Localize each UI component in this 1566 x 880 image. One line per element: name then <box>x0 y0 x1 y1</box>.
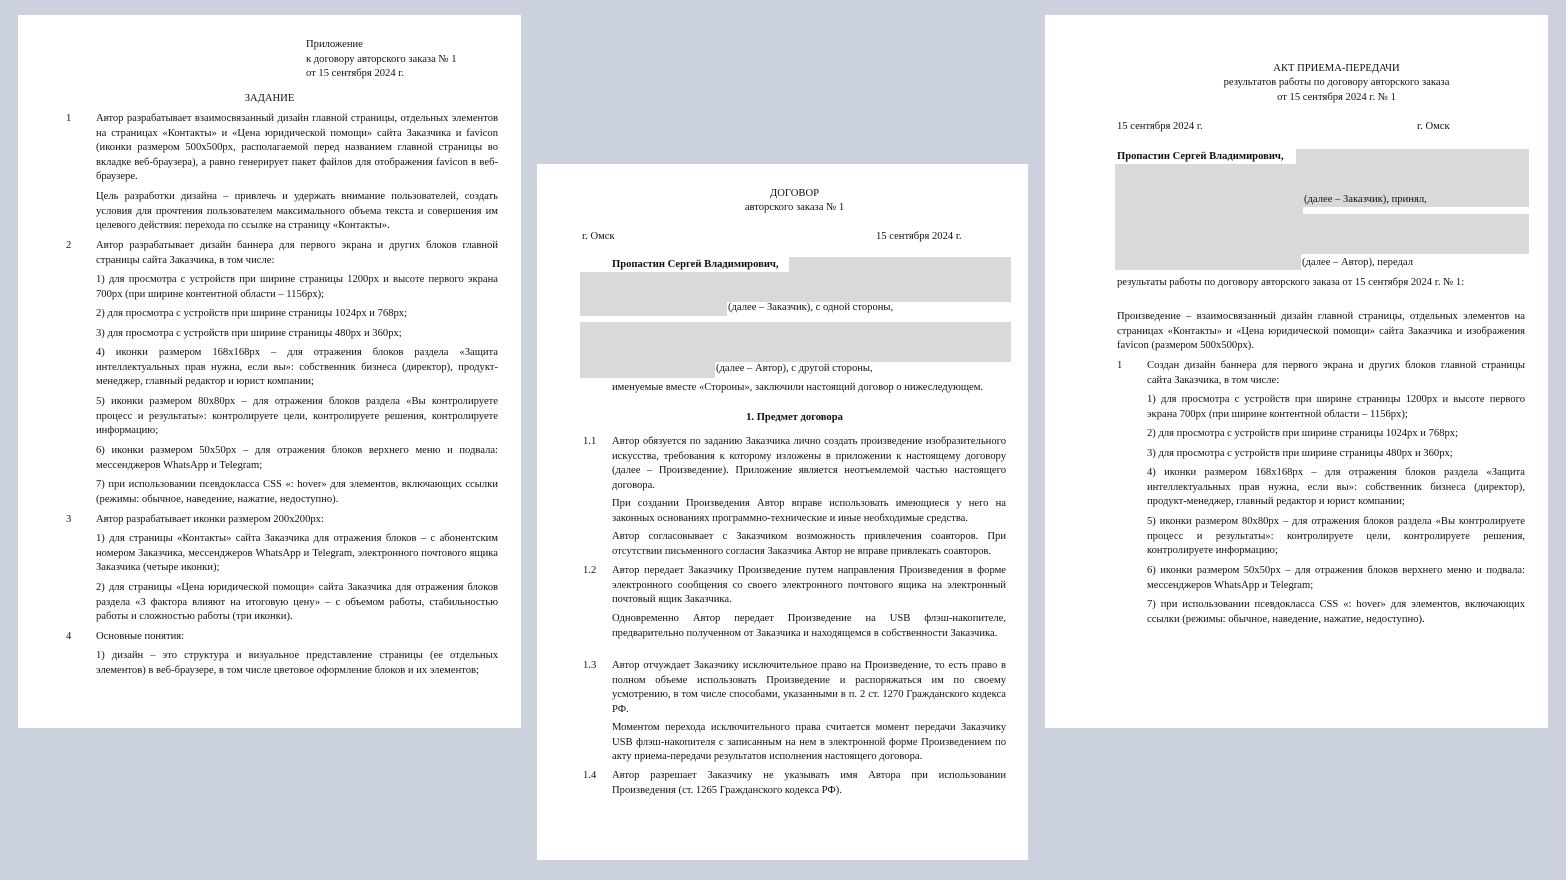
clause-text: Автор разрешает Заказчику не указывать имя Автора при использовании Произведения (ст. 1265 Гражданского кодекса РФ). <box>612 770 1006 796</box>
clause-text: Автор разрабатывает иконки размером 200x200px: <box>96 514 324 525</box>
contract-subtitle: авторского заказа № 1 <box>744 202 845 213</box>
party1-role: (далее – Заказчик), с одной стороны, <box>728 302 894 313</box>
list-item: 3) для просмотра с устройств при ширине страницы 480px и 360px; <box>96 328 402 339</box>
clause-text: Автор разрабатывает дизайн баннера для первого экрана и других блоков главной страницы сайта Заказчика, в том числе: <box>96 240 498 266</box>
party1-role: (далее – Заказчик), принял, <box>1304 194 1427 205</box>
clause-text: Автор обязуется по заданию Заказчика лично создать произведение изобразительного искусства, требования к которому изложены в приложении к настоящему договору (далее – Произведение). Приложение является неотъемлемой частью настоящего договора. <box>612 436 1006 491</box>
list-item: 3) для просмотра с устройств при ширине страницы 480px и 360px; <box>1147 448 1453 459</box>
appendix-header-line-2: к договору авторского заказа № 1 <box>306 54 457 65</box>
document-page-act <box>1045 15 1548 728</box>
act-subtitle-line-2: от 15 сентября 2024 г. № 1 <box>1277 92 1396 103</box>
contract-date: 15 сентября 2024 г. <box>876 231 962 242</box>
act-intro: Произведение – взаимосвязанный дизайн главной страницы, отдельных элементов на страницах «Контакты» и «Цена юридической помощи» сайта Заказчика и изображения favicon (размером 500x500px). <box>1117 311 1525 352</box>
list-item: 4) иконки размером 168x168px – для отражения блоков раздела «Защита интеллектуальных прав нужна, если вы»: собственник бизнеса (директор), продукт-менеджер, главный редактор и юрист компании; <box>96 347 498 388</box>
clause-text: Автор разрабатывает взаимосвязанный дизайн главной страницы, отдельных элементов на страницах «Контакты» и «Цена юридической помощи» сайта Заказчика и favicon (иконки размером 500x500px, располагаемой перед названием главной страницы во вкладке веб-браузера), а равно генерирует пакет файлов для отображения favicon в веб-браузере. <box>96 113 498 183</box>
clause-number: 1.4 <box>583 770 597 781</box>
appendix-title: ЗАДАНИЕ <box>244 93 295 104</box>
parties-together: именуемые вместе «Стороны», заключили настоящий договор о нижеследующем. <box>612 382 984 393</box>
redacted-block <box>580 302 727 316</box>
act-subtitle-line-1: результатов работы по договору авторского заказа <box>1223 77 1450 88</box>
clause-number: 3 <box>66 514 72 525</box>
document-page-appendix <box>18 15 521 728</box>
document-page-contract <box>537 164 1028 860</box>
party2-role: (далее – Автор), с другой стороны, <box>716 363 873 374</box>
act-date: 15 сентября 2024 г. <box>1117 121 1203 132</box>
clause-number: 2 <box>66 240 72 251</box>
clause-number: 1.1 <box>583 436 597 447</box>
clause-text: Одновременно Автор передает Произведение на USB флэш-накопителе, предварительно полученном от Заказчика и находящемся в собственности Заказчика. <box>612 613 1006 639</box>
appendix-header-line-1: Приложение <box>306 39 363 50</box>
clause-text: Создан дизайн баннера для первого экрана и других блоков главной страницы сайта Заказчика, в том числе: <box>1147 360 1525 386</box>
clause-text: Цель разработки дизайна – привлечь и удержать внимание пользователей, создать условия для прочтения пользователем максимального объема текста и совершения им целевого действия: перехода по ссылке на страницу «Контакты». <box>96 191 498 232</box>
redacted-block <box>580 272 1011 302</box>
clause-text: Основные понятия: <box>96 631 185 642</box>
list-item: 1) для просмотра с устройств при ширине страницы 1200px и высоте первого экрана 700px (при ширине контентной области – 1156px); <box>1147 394 1525 420</box>
redacted-block <box>580 322 1011 362</box>
clause-number: 1.3 <box>583 660 597 671</box>
clause-text: При создании Произведения Автор вправе использовать имеющиеся у него на законных основаниях программно-технические и иные необходимые средства. <box>612 498 1006 524</box>
list-item: 7) при использовании псевдокласса CSS «: hover» для элементов, включающих ссылки (режимы: обычное, наведение, нажатие, недоступно). <box>1147 599 1525 625</box>
contract-title: ДОГОВОР <box>770 188 819 199</box>
list-item: 1) для страницы «Контакты» сайта Заказчика для отражения блоков – с абонентским номером Заказчика, мессенджеров WhatsApp и Telegram, электронного почтового ящика Заказчика (четыре иконки); <box>96 533 498 574</box>
act-city: г. Омск <box>1417 121 1450 132</box>
list-item: 1) дизайн – это структура и визуальное представление страницы (ее отдельных элементов) в веб-браузере, в том числе цветовое оформление блоков и их элементов; <box>96 650 498 676</box>
redacted-block <box>1296 149 1529 164</box>
list-item: 6) иконки размером 50x50px – для отражения блоков верхнего меню и подвала: мессенджеров WhatsApp и Telegram; <box>96 445 498 471</box>
list-item: 2) для просмотра с устройств при ширине страницы 1024px и 768px; <box>96 308 408 319</box>
party2-role: (далее – Автор), передал <box>1302 257 1413 268</box>
redacted-block <box>1115 254 1301 270</box>
results-line: результаты работы по договору авторского заказа от 15 сентября 2024 г. № 1: <box>1117 277 1465 288</box>
list-item: 4) иконки размером 168x168px – для отражения блоков раздела «Защита интеллектуальных прав нужна, если вы»: собственник бизнеса (директор), продукт-менеджер, главный редактор и юрист компании; <box>1147 467 1525 508</box>
redacted-block <box>580 362 715 378</box>
party1-name: Пропастин Сергей Владимирович, <box>1117 151 1284 162</box>
clause-text: Автор отчуждает Заказчику исключительное право на Произведение, то есть право в полном объеме использовать Произведение и распоряжаться им по своему усмотрению, в том числе способами, указанными в п. 2 ст. 1270 Гражданского кодекса РФ. <box>612 660 1006 715</box>
list-item: 6) иконки размером 50x50px – для отражения блоков верхнего меню и подвала: мессенджеров WhatsApp и Telegram; <box>1147 565 1525 591</box>
clause-text: Автор передает Заказчику Произведение путем направления Произведения в форме электронного сообщения со своего электронного почтового ящика на электронный почтовый ящик Заказчика. <box>612 565 1006 606</box>
clause-text: Моментом перехода исключительного права считается момент передачи Заказчику USB флэш-накопителя с записанным на нем в электронной форме Произведением по акту приема-передачи результатов исполнения настоящего договора. <box>612 722 1006 763</box>
clause-text: Автор согласовывает с Заказчиком возможность привлечения соавторов. При отсутствии письменного согласия Заказчика Автор не вправе привлекать соавторов. <box>612 531 1006 557</box>
list-item: 5) иконки размером 80x80px – для отражения блоков раздела «Вы контролируете процесс и результаты»: контролируете цели, контролируете решения, контролируете информацию; <box>96 396 498 437</box>
redacted-block <box>789 257 1011 272</box>
clause-number: 1 <box>66 113 72 124</box>
clause-number: 4 <box>66 631 72 642</box>
list-item: 5) иконки размером 80x80px – для отражения блоков раздела «Вы контролируете процесс и результаты»: контролируете цели, контролируете решения, контролируете информацию; <box>1147 516 1525 557</box>
section-heading: 1. Предмет договора <box>746 412 843 423</box>
act-title: АКТ ПРИЕМА-ПЕРЕДАЧИ <box>1273 63 1400 74</box>
contract-city: г. Омск <box>582 231 615 242</box>
list-item: 1) для просмотра с устройств при ширине страницы 1200px и высоте первого экрана 700px (при ширине контентной области – 1156px); <box>96 274 498 300</box>
list-item: 2) для страницы «Цена юридической помощи» сайта Заказчика для отражения блоков раздела «3 фактора влияют на итоговую цену» – с объемом работы, стабильностью работы и сложностью работы (три иконки). <box>96 582 498 623</box>
clause-number: 1 <box>1117 360 1123 371</box>
clause-number: 1.2 <box>583 565 597 576</box>
list-item: 7) при использовании псевдокласса CSS «: hover» для элементов, включающих ссылки (режимы: обычное, наведение, нажатие, недоступно). <box>96 479 498 505</box>
redacted-block <box>1115 214 1529 254</box>
list-item: 2) для просмотра с устройств при ширине страницы 1024px и 768px; <box>1147 428 1459 439</box>
appendix-header-line-3: от 15 сентября 2024 г. <box>306 68 405 79</box>
party1-name: Пропастин Сергей Владимирович, <box>612 259 779 270</box>
